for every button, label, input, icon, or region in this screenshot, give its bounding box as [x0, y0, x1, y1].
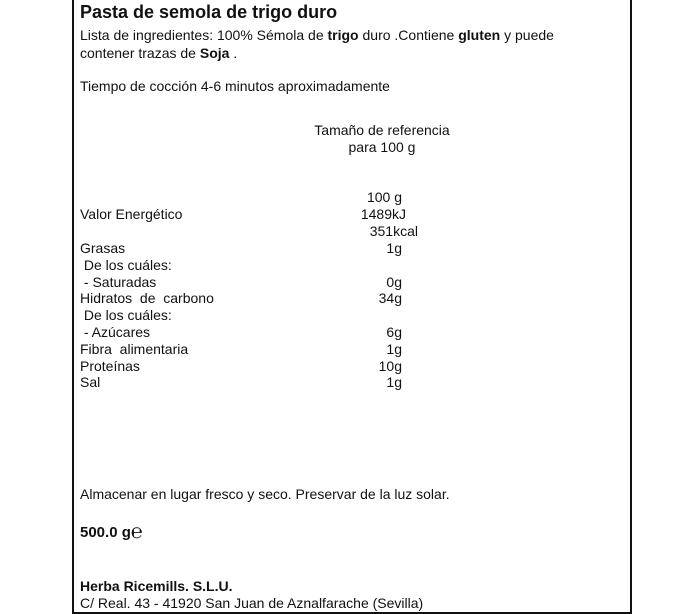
nutrition-row-value: 1g: [386, 340, 402, 357]
nutrition-row-value: 0g: [386, 273, 402, 290]
nutrition-header-line-2: para 100 g: [348, 139, 416, 155]
product-title: Pasta de semola de trigo duro: [80, 2, 338, 22]
nutrition-row-label: - Azúcares: [80, 324, 151, 340]
allergen-trigo: trigo: [327, 27, 359, 43]
nutrition-row-value: 1g: [386, 374, 402, 391]
energy-kcal: 351kcal: [369, 223, 418, 239]
nutrition-row-label: De los cuáles:: [80, 256, 172, 273]
nutrition-row-value: 10g: [378, 357, 402, 374]
ingredients-text: contener trazas de: [80, 45, 200, 61]
ingredients-text: y puede: [500, 27, 554, 43]
nutrition-row-label: Sal: [80, 374, 101, 391]
nutrition-row-value: 1g: [386, 240, 402, 256]
net-weight-value: 500.0 g: [80, 524, 131, 541]
ingredients-line-2: [80, 45, 237, 62]
nutrition-row-value: 34g: [378, 290, 402, 307]
nutrition-row-label: Fibra alimentaria: [80, 340, 189, 357]
nutrition-header-line-1: Tamaño de referencia: [314, 122, 450, 138]
net-weight: [80, 521, 143, 543]
company-address: C/ Real. 43 - 41920 San Juan de Aznalfarache (Sevilla): [80, 595, 424, 611]
allergen-gluten: gluten: [458, 27, 501, 43]
allergen-soja: Soja: [199, 45, 230, 61]
ingredients-text: .: [229, 45, 238, 61]
ingredients-text: duro .Contiene: [358, 27, 459, 43]
ingredients-text: Lista de ingredientes: 100% Sémola de: [80, 27, 328, 43]
nutrition-column-header: 100 g: [366, 189, 402, 205]
nutrition-row-value: 6g: [386, 324, 402, 340]
ingredients-line-1: [80, 27, 554, 44]
energy-label: Valor Energético: [80, 206, 183, 222]
nutrition-row-label: De los cuáles:: [80, 307, 172, 324]
estimated-sign-icon: ℮: [130, 521, 143, 543]
nutrition-row-label: - Saturadas: [80, 273, 157, 290]
nutrition-row-label: Hidratos de carbono: [80, 290, 214, 307]
energy-kj: 1489kJ: [360, 206, 406, 222]
nutrition-row-label: Grasas: [80, 240, 126, 256]
company-name: Herba Ricemills. S.L.U.: [80, 578, 233, 594]
cooking-time: Tiempo de cocción 4-6 minutos aproximadamente: [80, 78, 390, 94]
storage-instructions: Almacenar en lugar fresco y seco. Preservar de la luz solar.: [80, 486, 450, 502]
nutrition-row-label: Proteínas: [80, 357, 140, 374]
